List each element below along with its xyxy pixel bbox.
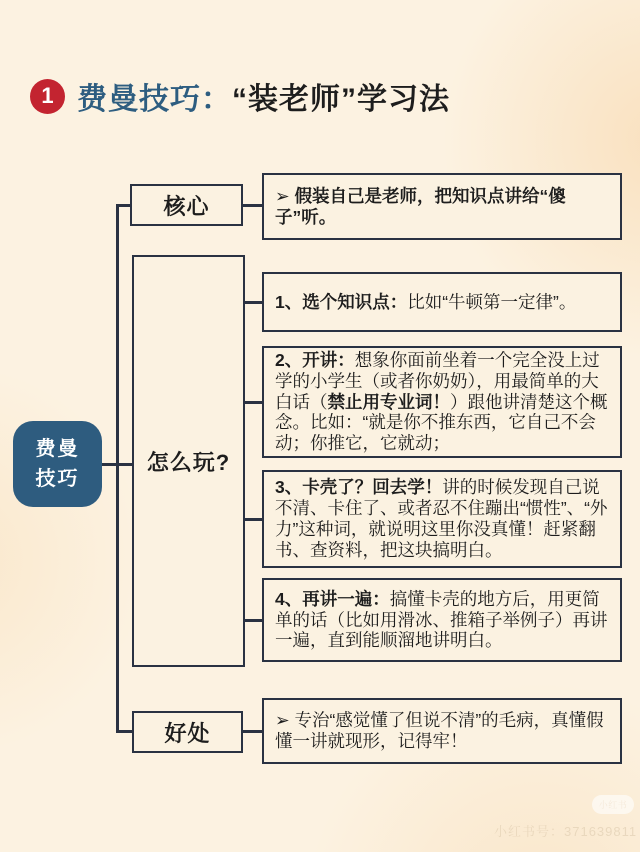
connector-core-content-stub <box>242 204 262 207</box>
page-title-rest: “装老师”学习法 <box>232 83 450 116</box>
connector-trunk <box>116 204 119 733</box>
step3-text: 3、卡壳了？回去学！讲的时候发现自己说不清、卡住了、或者忍不住蹦出“惯性”、“外力”这种词，就说明这里你没真懂！赶紧翻书、查资料，把这块搞明白。 <box>275 477 608 560</box>
page-title-highlight: 费曼技巧： <box>77 83 232 116</box>
number-one-badge: 1 <box>30 79 65 114</box>
core-text: ➢ 假装自己是老师，把知识点讲给“傻子”听。 <box>275 185 566 227</box>
branch-label-benefit: 好处 <box>132 711 243 753</box>
connector-step3-stub <box>244 518 262 521</box>
step1-text: 1、选个知识点：比如“牛顿第一定律”。 <box>275 291 577 312</box>
content-box-step1 <box>262 272 622 332</box>
content-box-step4 <box>262 578 622 662</box>
benefit-text: ➢ 专治“感觉懂了但说不清”的毛病，真懂假懂一讲就现形，记得牢！ <box>275 710 604 751</box>
xiaohongshu-watermark-badge: 小红书 <box>592 795 634 814</box>
root-node-line2: 技巧 <box>35 468 80 490</box>
connector-step1-stub <box>244 301 262 304</box>
root-node-line1: 费曼 <box>35 438 80 460</box>
step2-text: 2、开讲：想象你面前坐着一个完全没上过学的小学生（或者你奶奶），用最简单的大白话（禁止用专业词！）跟他讲清楚这个概念。比如：“就是你不推东西，它自己不会动；你推它，它就动； <box>275 350 608 454</box>
root-node-feynman <box>13 421 102 507</box>
page-title-row <box>30 74 450 118</box>
page-title <box>77 74 450 118</box>
branch-label-how: 怎么玩? <box>132 255 245 667</box>
branch-label-core: 核心 <box>130 184 243 226</box>
xiaohongshu-watermark-caption: 小红书号：371639811 <box>494 824 638 839</box>
content-box-benefit <box>262 698 622 764</box>
connector-step2-stub <box>244 401 262 404</box>
content-box-step3 <box>262 470 622 568</box>
content-box-step2 <box>262 346 622 458</box>
content-box-core <box>262 173 622 240</box>
connector-step4-stub <box>244 619 262 622</box>
connector-root-stub <box>100 463 134 466</box>
connector-benefit-content-stub <box>242 730 262 733</box>
step4-text: 4、再讲一遍：搞懂卡壳的地方后，用更简单的话（比如用滑冰、推箱子举例子）再讲一遍，直到能顺溜地讲明白。 <box>275 588 608 651</box>
